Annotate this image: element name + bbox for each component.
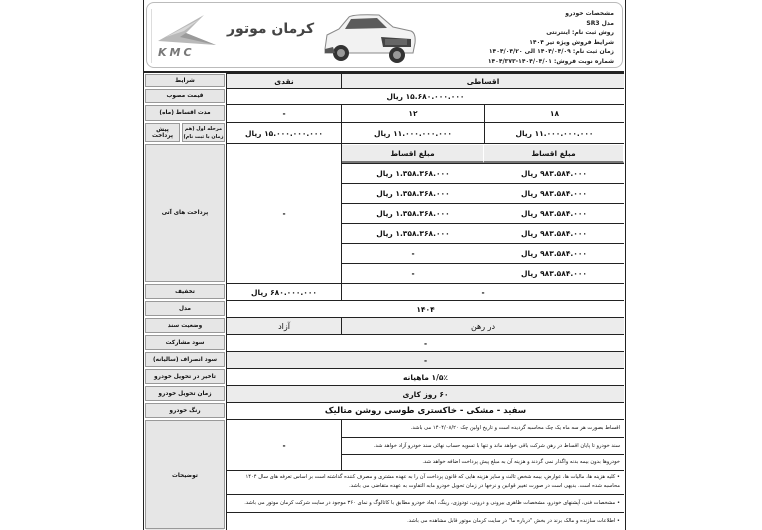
- note-general-1: • کلیه هزینه ها، مالیات ها، عوارض، بیمه شخص ثالث و سایر هزینه هایی که قانون پرداخت آن را به عهده مشتری و مصرف کننده گذاشته است بر اساس تعرفه های سال ۱۴۰۴ محاسبه شده است. بدیهی است در صورت تغییر قوانین و نرخها در زمان تحویل خودرو مابه التفاوت به عهده متقاضی می باشد.: [226, 470, 624, 494]
- logo-text: KMC: [158, 46, 195, 59]
- delivery-time-row: [144, 385, 624, 402]
- installment-12-2: ۱.۳۵۸.۳۶۸.۰۰۰ ریال: [342, 183, 484, 203]
- notes-row: [144, 419, 624, 530]
- conditions-label: شرایط: [144, 73, 226, 88]
- partnership-profit-label: سود مشارکت: [144, 334, 226, 351]
- delivery-time-value: ۶۰ روز کاری: [226, 385, 624, 402]
- delivery-time-label: زمان تحویل خودرو: [144, 385, 226, 402]
- installment-amount-header-18: مبلغ اقساط: [484, 144, 624, 163]
- spec-sale-number: شماره نوبت فروش: ۱۴۰۴/۰۴/۰۱-۱۴۰۴/۳۷۳: [487, 57, 614, 65]
- installment-amount-header-12: مبلغ اقساط: [342, 144, 484, 163]
- discount-row: [144, 283, 624, 300]
- approved-price-row: [144, 88, 624, 104]
- future-payments-row: [144, 143, 624, 283]
- note-general-3: • اطلاعات سازنده و مالک برند در بخش "درباره ما" در سایت کرمان موتور قابل مشاهده می باشد.: [226, 512, 624, 530]
- delivery-delay-row: [144, 368, 624, 385]
- notes-cash: -: [226, 420, 341, 470]
- notes-installment: [341, 420, 624, 470]
- sheet-header: [146, 2, 623, 68]
- discount-label: تخفیف: [144, 283, 226, 300]
- installment-18-6: ۹۸۳.۵۸۴.۰۰۰ ریال: [484, 263, 624, 283]
- note-installment-2: سند خودرو تا پایان اقساط در رهن شرکت باقی خواهد ماند و تنها با تسویه حساب نهائی سند خودرو آزاد خواهد شد.: [342, 437, 624, 454]
- deed-cash: آزاد: [226, 317, 341, 334]
- cancellation-profit-label: سود انصراف (سالیانه): [144, 351, 226, 368]
- delivery-delay-value: ۱/۵٪ ماهیانه: [226, 368, 624, 385]
- spec-model: مدل SR3: [586, 19, 614, 27]
- note-general-2: • مشخصات فنی، آپشنهای خودرو، مشخصات ظاهری بیرونی و درونی، تودوزی، رینگ، ابعاد خودرو مطابق با کاتالوگ و نمای ۳۶۰ موجود در سایت شرکت کرمان موتور می باشد.: [226, 494, 624, 513]
- installment-12-5: -: [342, 243, 484, 263]
- term-row: [144, 104, 624, 122]
- color-label: رنگ خودرو: [144, 402, 226, 419]
- prepayment-12: ۱۱.۰۰۰.۰۰۰.۰۰۰ ریال: [341, 122, 484, 143]
- term-12: ۱۲: [341, 104, 484, 122]
- cancellation-profit-value: -: [226, 351, 624, 368]
- discount-cash: ۶۸۰.۰۰۰.۰۰۰ ریال: [226, 283, 341, 300]
- spec-registration-method: روش ثبت نام: اینترنتی: [546, 29, 614, 36]
- future-payments-cash: -: [226, 143, 341, 283]
- brand-name: کرمان موتور: [227, 21, 315, 37]
- installment-header: اقساطی: [341, 73, 624, 88]
- installment-18-4: ۹۸۳.۵۸۴.۰۰۰ ریال: [484, 223, 624, 243]
- prepayment-cash: ۱۵.۰۰۰.۰۰۰.۰۰۰ ریال: [226, 122, 341, 143]
- installments-18-column: [484, 143, 624, 283]
- installment-12-6: -: [342, 263, 484, 283]
- installment-18-3: ۹۸۳.۵۸۴.۰۰۰ ریال: [484, 203, 624, 223]
- car-image: [319, 9, 419, 65]
- installment-12-4: ۱.۳۵۸.۳۶۸.۰۰۰ ریال: [342, 223, 484, 243]
- installment-18-5: ۹۸۳.۵۸۴.۰۰۰ ریال: [484, 243, 624, 263]
- cash-header: نقدی: [226, 73, 341, 88]
- installment-18-2: ۹۸۳.۵۸۴.۰۰۰ ریال: [484, 183, 624, 203]
- notes-label: توضیحات: [144, 419, 226, 530]
- discount-installment: -: [341, 283, 624, 300]
- kmc-logo: [151, 9, 221, 63]
- color-row: [144, 402, 624, 419]
- prepayment-stage-label: مرحله اول (هم زمان با ثبت نام): [181, 122, 226, 143]
- partnership-profit-row: [144, 334, 624, 351]
- model-value: ۱۴۰۴: [226, 300, 624, 317]
- spec-registration-time: زمان ثبت نام: ۱۴۰۴/۰۴/۰۹ الی ۱۴۰۴/۰۴/۲۰: [488, 48, 614, 55]
- prepayment-18: ۱۱.۰۰۰.۰۰۰.۰۰۰ ریال: [484, 122, 624, 143]
- approved-price-value: ۱۵.۶۸۰.۰۰۰.۰۰۰ ریال: [226, 88, 624, 104]
- notes-content: [226, 419, 624, 530]
- approved-price-label: قیمت مصوب: [144, 88, 226, 104]
- term-label: مدت اقساط (ماه): [144, 104, 226, 122]
- prepayment-label: پیش پرداخت: [144, 122, 181, 143]
- delivery-delay-label: تاخیر در تحویل خودرو: [144, 368, 226, 385]
- term-18: ۱۸: [484, 104, 624, 122]
- note-installment-3: خودروها بدون بیمه بدنه واگذار نمی گردند و هزینه آن به مبلغ پیش پرداخت اضافه خواهد شد.: [342, 454, 624, 470]
- spec-title: مشخصات خودرو: [565, 10, 614, 17]
- price-sheet: [143, 0, 626, 530]
- notes-top: [226, 420, 624, 470]
- future-payments-label: پرداخت های آتی: [144, 143, 226, 283]
- installment-12-1: ۱.۳۵۸.۳۶۸.۰۰۰ ریال: [342, 163, 484, 183]
- prepayment-row: [144, 122, 624, 143]
- color-value: سفید - مشکی - خاکستری طوسی روشن متالیک: [226, 402, 624, 419]
- partnership-profit-value: -: [226, 334, 624, 351]
- term-cash: -: [226, 104, 341, 122]
- model-label: مدل: [144, 300, 226, 317]
- note-installment-1: اقساط بصورت هر سه ماه یک چک محاسبه گردیده است و تاریخ اولین چک ۱۴۰۴/۰۸/۲۰ می باشد.: [410, 425, 620, 431]
- model-row: [144, 300, 624, 317]
- installment-18-1: ۹۸۳.۵۸۴.۰۰۰ ریال: [484, 163, 624, 183]
- cancellation-profit-row: [144, 351, 624, 368]
- kmc-wing-icon: [156, 11, 218, 47]
- installment-12-3: ۱.۳۵۸.۳۶۸.۰۰۰ ریال: [342, 203, 484, 223]
- spec-block: [424, 9, 614, 66]
- deed-status-label: وضعیت سند: [144, 317, 226, 334]
- conditions-row: [144, 71, 624, 88]
- installments-12-column: [341, 143, 484, 283]
- spec-sale-conditions: شرایط فروش ویژه تیر ۱۴۰۴: [529, 38, 614, 46]
- car-icon: [319, 9, 419, 65]
- deed-installment: در رهن: [341, 317, 624, 334]
- deed-status-row: [144, 317, 624, 334]
